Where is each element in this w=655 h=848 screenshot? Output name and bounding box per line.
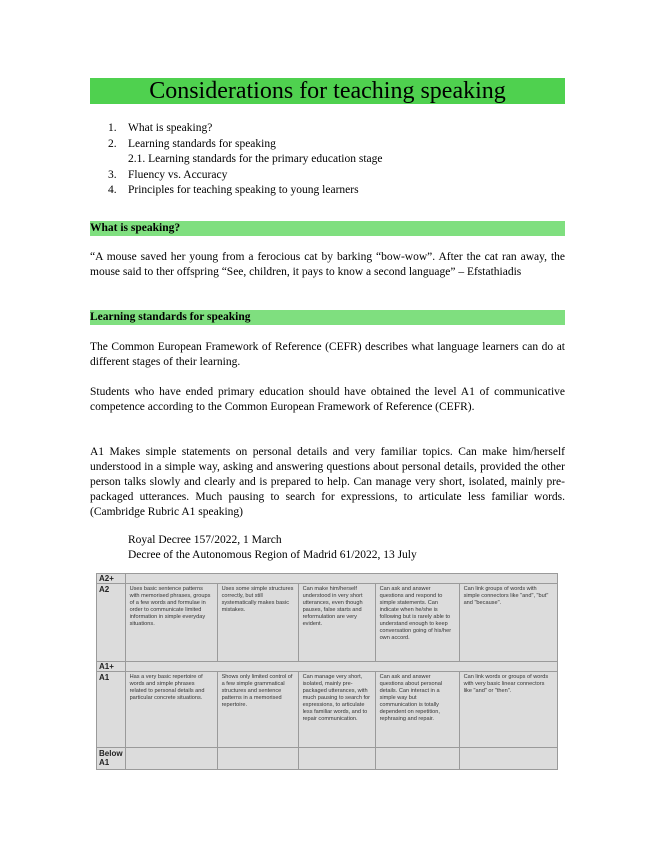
level-label: A1+: [97, 662, 126, 672]
table-cell: Can ask and answer questions and respond to simple statements. Can indicate when he/she is following but is rarely able to understand enough to keep conversation going of his/her own accord.: [375, 584, 459, 662]
toc-item: 1. What is speaking?: [108, 122, 213, 134]
table-cell: Uses some simple structures correctly, but still systematically makes basic mistakes.: [217, 584, 298, 662]
toc-item: 2. Learning standards for speaking: [108, 137, 276, 150]
toc-item: 3. Fluency vs. Accuracy: [108, 168, 228, 181]
level-label: A2: [97, 584, 126, 662]
table-cell: Has a very basic repertoire of words and simple phrases related to personal details and particular concrete situations.: [125, 672, 217, 748]
reference-royal-decree: Royal Decree 157/2022, 1 March: [128, 534, 282, 546]
table-row: [97, 672, 558, 748]
table-cell: Can link groups of words with simple connectors like "and", "but" and "because".: [459, 584, 557, 662]
section-heading-what-is-speaking: What is speaking?: [90, 221, 565, 236]
table-row: [97, 584, 558, 662]
table-cell: Shows only limited control of a few simple grammatical structures and sentence patterns in a memorised repertoire.: [217, 672, 298, 748]
table-row: [97, 574, 558, 584]
cefr-rubric-table: [96, 573, 558, 770]
cefr-paragraph: The Common European Framework of Reference (CEFR) describes what language learners can do at different stages of their learning.: [90, 341, 565, 368]
references: [128, 533, 417, 563]
table-cell: Can make him/herself understood in very short utterances, even though pauses, false starts and reformulation are very evident.: [298, 584, 375, 662]
quote-paragraph: “A mouse saved her young from a ferocious cat by barking “bow-wow”. After the cat ran away, the mouse said to ther offspring “See, children, it pays to know a second language” – Efstathiadis: [90, 251, 565, 278]
table-cell: Can link words or groups of words with very basic linear connectors like "and" or "then".: [459, 672, 557, 748]
reference-madrid-decree: Decree of the Autonomous Region of Madrid 61/2022, 13 July: [128, 549, 417, 561]
level-label: Below A1: [97, 748, 126, 770]
toc-item: 4. Principles for teaching speaking to young learners: [108, 184, 359, 196]
table-cell: Can ask and answer questions about personal details. Can interact in a simple way but communication is totally dependent on repetition, rephrasing and repair.: [375, 672, 459, 748]
table-row: [97, 748, 558, 770]
table-of-contents: [108, 121, 383, 199]
level-label: A1: [97, 672, 126, 748]
section-heading-learning-standards: Learning standards for speaking: [90, 310, 565, 325]
level-label: A2+: [97, 574, 126, 584]
table-cell: Can manage very short, isolated, mainly pre-packaged utterances, with much pausing to search for expressions, to articulate less familiar words, and to repair communication.: [298, 672, 375, 748]
page-title: Considerations for teaching speaking: [90, 78, 565, 104]
table-cell: Uses basic sentence patterns with memorised phrases, groups of a few words and formulae in order to communicate limited information in simple everyday situations.: [125, 584, 217, 662]
a1-description-paragraph: A1 Makes simple statements on personal details and very familiar topics. Can make him/herself understood in a simple way, asking and answering questions about personal details, provided the other person talks slowly and clearly and is prepared to help. Can manage very short, isolated, mainly pre-packaged utterances. Much pausing to search for expressions, to articulate less familiar words. (Cambridge Rubric A1 speaking): [90, 446, 565, 518]
table-row: [97, 662, 558, 672]
toc-subitem: 2.1. Learning standards for the primary education stage: [128, 153, 383, 165]
primary-level-paragraph: Students who have ended primary education should have obtained the level A1 of communicative competence according to the Common European Framework of Reference (CEFR).: [90, 386, 565, 413]
